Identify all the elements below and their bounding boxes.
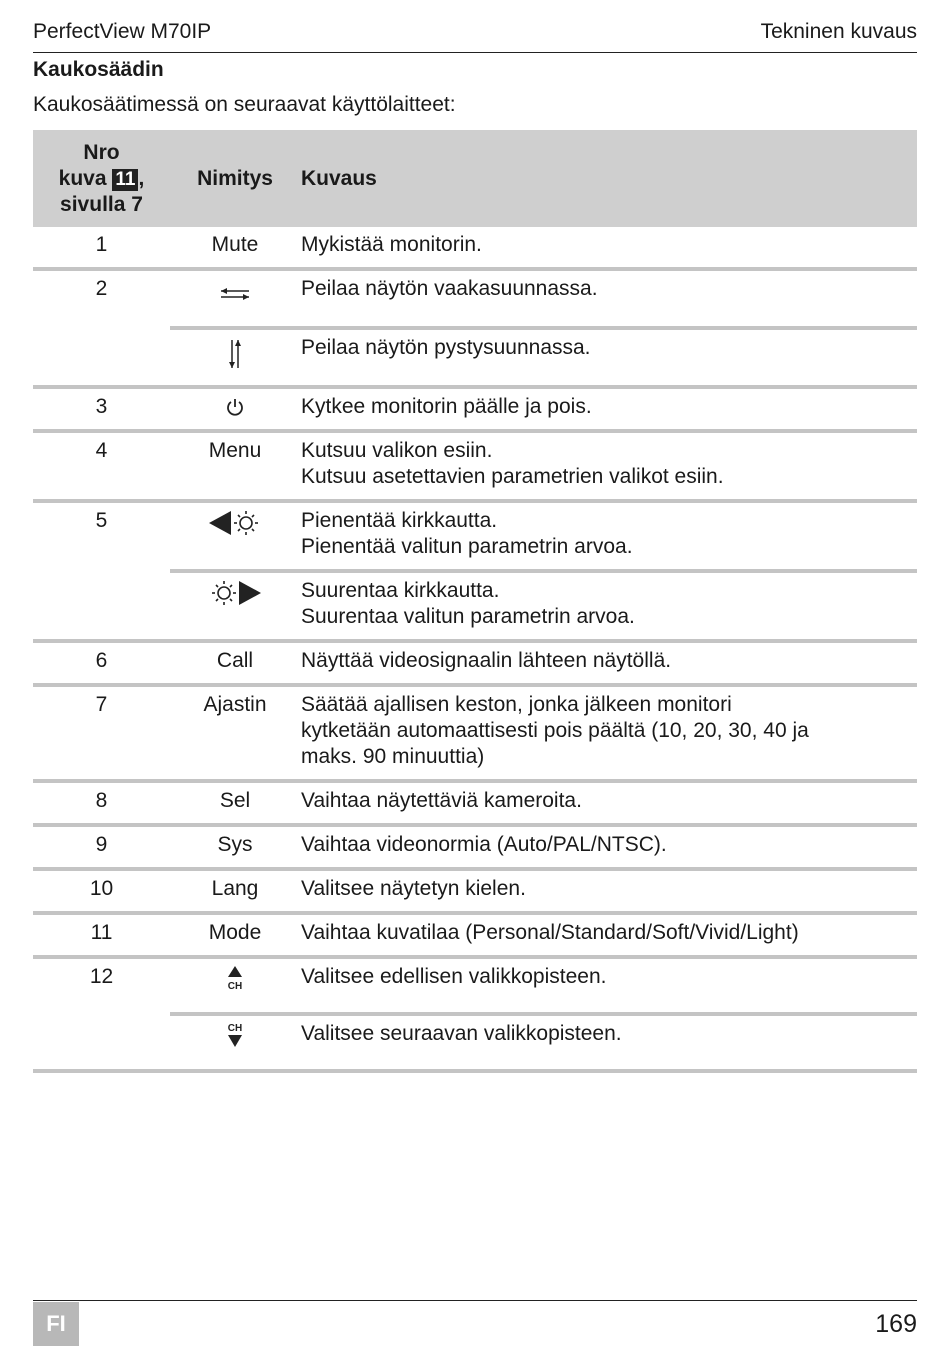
table-header-row	[33, 130, 917, 227]
remote-controls-table	[33, 130, 917, 1073]
table-row: 10 Lang Valitsee näytetyn kielen.	[33, 869, 917, 913]
table-row: 2 Peilaa näytön vaakasuunnassa.	[33, 269, 917, 328]
table-row: Peilaa näytön pystysuunnassa.	[33, 328, 917, 387]
section-title: Kaukosäädin	[33, 58, 164, 81]
svg-text:CH: CH	[227, 1023, 243, 1034]
table-row: 8 Sel Vaihtaa näytettäviä kameroita.	[33, 781, 917, 825]
power-icon	[226, 397, 244, 417]
table-row: 1 Mute Mykistää monitorin.	[33, 227, 917, 269]
table-row: 11 Mode Vaihtaa kuvatilaa (Personal/Standard/Soft/Vivid/Light)	[33, 913, 917, 957]
figure-badge: 11	[112, 169, 138, 191]
header-chapter: Tekninen kuvaus	[760, 20, 917, 43]
header-nimitys: Nimitys	[170, 130, 300, 227]
table-row: 3 Kytkee monitorin päälle ja pois.	[33, 387, 917, 431]
header-product: PerfectView M70IP	[33, 20, 212, 43]
language-tab: FI	[33, 1302, 79, 1346]
svg-text:CH: CH	[227, 981, 243, 992]
table-row: 6 Call Näyttää videosignaalin lähteen näytöllä.	[33, 641, 917, 685]
mirror-vertical-icon	[226, 338, 244, 370]
footer-rule	[33, 1300, 917, 1301]
mirror-horizontal-icon	[219, 285, 251, 303]
page-number: 169	[875, 1310, 917, 1338]
header-nro: Nro kuva 11 , sivulla 7	[33, 130, 170, 227]
table-row: Suurentaa kirkkautta. Suurentaa valitun parametrin arvoa.	[33, 571, 917, 641]
brightness-down-icon	[207, 508, 263, 538]
table-row: 5 Pienentää kirkkautta. Pienentää valitun parametrin arvoa.	[33, 501, 917, 571]
table-row: CH Valitsee seuraavan valikkopisteen.	[33, 1014, 917, 1071]
intro-text: Kaukosäätimessä on seuraavat käyttölaitteet:	[33, 93, 456, 116]
table-row: 9 Sys Vaihtaa videonormia (Auto/PAL/NTSC).	[33, 825, 917, 869]
table-row: 7 Ajastin Säätää ajallisen keston, jonka jälkeen monitori kytketään automaattisesti pois päältä (10, 20, 30, 40 ja maks. 90 minuuttia)	[33, 685, 917, 781]
channel-up-icon	[225, 964, 245, 992]
channel-down-icon	[225, 1021, 245, 1051]
page-header	[33, 20, 917, 53]
header-kuvaus: Kuvaus	[300, 130, 917, 227]
brightness-up-icon	[207, 578, 263, 608]
table-row: 12 CH Valitsee edellisen valikkopisteen.	[33, 957, 917, 1014]
table-row: 4 Menu Kutsuu valikon esiin. Kutsuu asetettavien parametrien valikot esiin.	[33, 431, 917, 501]
